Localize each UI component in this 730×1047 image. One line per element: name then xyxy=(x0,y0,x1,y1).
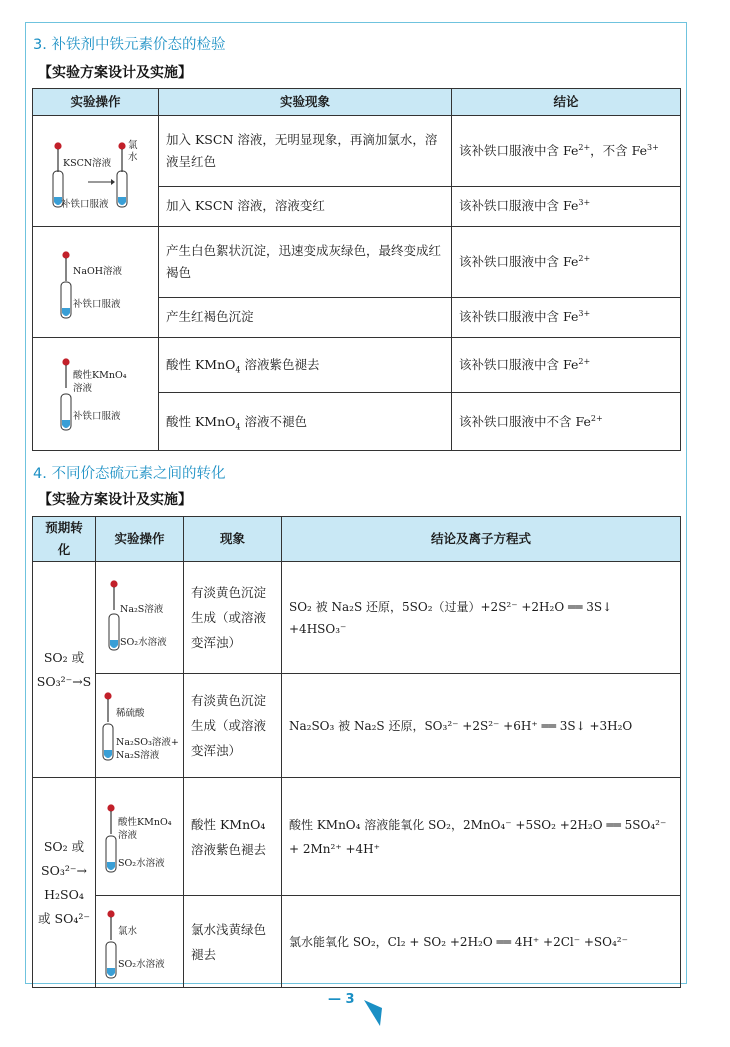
label-iron-liquid: 补铁口服液 xyxy=(61,199,109,210)
kmno4-so2-apparatus xyxy=(96,778,182,896)
kmno4-apparatus xyxy=(33,338,157,450)
label-so2-water-3: SO₂水溶液 xyxy=(118,959,165,970)
conc-row-1: 该补铁口服液中含 $Fe^{2+}$，不含 $Fe^{3+}$ xyxy=(452,116,681,187)
label-so2-water: SO₂水溶液 xyxy=(120,637,167,648)
section-4-subtitle: 【实验方案设计及实施】 xyxy=(38,492,192,508)
op-kmno4 xyxy=(33,338,159,451)
s-phen-1: 有淡黄色沉淀生成（或溶液变浑浊） xyxy=(184,562,282,674)
conc-row-6: 该补铁口服液中不含 $Fe^{2+}$ xyxy=(452,393,681,451)
s-conc-3: 酸性 KMnO₄ 溶液能氧化 SO₂，2MnO₄⁻ +5SO₂ +2H₂O ══ 5SO₄²⁻ + 2Mn²⁺ +4H⁺ xyxy=(282,778,681,896)
op-h2so4 xyxy=(96,674,184,778)
s-phen-4: 氯水浅黄绿色褪去 xyxy=(184,896,282,988)
label-dilute-h2so4: 稀硫酸 xyxy=(116,708,145,719)
phen-row-3: 产生白色絮状沉淀，迅速变成灰绿色，最终变成红褐色 xyxy=(159,227,452,298)
conc-row-4: 该补铁口服液中含 $Fe^{3+}$ xyxy=(452,297,681,337)
label-na2s-2: Na₂S溶液 xyxy=(116,750,160,761)
page-number: — 3 xyxy=(328,992,355,1007)
section-3-title: 3. 补铁剂中铁元素价态的检验 xyxy=(33,37,226,53)
op-kscn xyxy=(33,116,159,227)
header-phen: 实验现象 xyxy=(159,89,452,116)
label-naoh: NaOH溶液 xyxy=(73,266,123,277)
header-op: 实验操作 xyxy=(33,89,159,116)
conc-row-5: 该补铁口服液中含 $Fe^{2+}$ xyxy=(452,338,681,393)
phen-row-1: 加入 KSCN 溶液，无明显现象，再滴加氯水，溶液呈红色 xyxy=(159,116,452,187)
expected-to-h2so4: SO₂ 或 SO₃²⁻→ H₂SO₄ 或 SO₄²⁻ xyxy=(33,778,96,988)
s-phen-3: 酸性 KMnO₄ 溶液紫色褪去 xyxy=(184,778,282,896)
phen-row-5: 酸性 KMnO$_4$ 溶液紫色褪去 xyxy=(159,338,452,393)
label-iron-liquid-2: 补铁口服液 xyxy=(73,299,121,310)
expected-to-s: SO₂ 或 SO₃²⁻→S xyxy=(33,562,96,778)
s-header-phen: 现象 xyxy=(184,517,282,562)
label-na2s: Na₂S溶液 xyxy=(120,604,164,615)
s-header-expected: 预期转化 xyxy=(33,517,96,562)
phen-row-2: 加入 KSCN 溶液，溶液变红 xyxy=(159,186,452,226)
label-na2so3: Na₂SO₃溶液+ xyxy=(116,737,179,748)
s-conc-4: 氯水能氧化 SO₂，Cl₂ + SO₂ +2H₂O ══ 4H⁺ +2Cl⁻ +SO₄²⁻ xyxy=(282,896,681,988)
page-corner-icon xyxy=(364,1000,384,1026)
op-naoh xyxy=(33,227,159,338)
s-conc-2: Na₂SO₃ 被 Na₂S 还原，SO₃²⁻ +2S²⁻ +6H⁺ ══ 3S↓ +3H₂O xyxy=(282,674,681,778)
label-kmno4-s-solution: 溶液 xyxy=(118,830,138,841)
s-phen-2: 有淡黄色沉淀生成（或溶液变浑浊） xyxy=(184,674,282,778)
iron-valence-table xyxy=(32,88,681,451)
op-na2s xyxy=(96,562,184,674)
label-iron-liquid-3: 补铁口服液 xyxy=(73,411,121,422)
label-chlorine-water-2: 氯水 xyxy=(118,926,138,937)
sulfur-valence-table xyxy=(32,516,681,988)
conc-row-3: 该补铁口服液中含 $Fe^{2+}$ xyxy=(452,227,681,298)
label-so2-water-2: SO₂水溶液 xyxy=(118,858,165,869)
s-header-op: 实验操作 xyxy=(96,517,184,562)
label-kmno4: 酸性KMnO₄ xyxy=(73,370,127,381)
conc-row-2: 该补铁口服液中含 $Fe^{3+}$ xyxy=(452,186,681,226)
phen-row-4: 产生红褐色沉淀 xyxy=(159,297,452,337)
label-chlorine-water: 氯水 xyxy=(128,140,138,163)
op-kmno4-so2 xyxy=(96,778,184,896)
section-3-subtitle: 【实验方案设计及实施】 xyxy=(38,65,192,81)
phen-row-6: 酸性 KMnO$_4$ 溶液不褪色 xyxy=(159,393,452,451)
section-4-title: 4. 不同价态硫元素之间的转化 xyxy=(33,466,226,482)
op-chlorine xyxy=(96,896,184,988)
s-header-conc: 结论及离子方程式 xyxy=(282,517,681,562)
label-kscn: KSCN溶液 xyxy=(63,158,112,169)
s-conc-1: SO₂ 被 Na₂S 还原，5SO₂（过量）+2S²⁻ +2H₂O ══ 3S↓ +4HSO₃⁻ xyxy=(282,562,681,674)
label-kmno4-s: 酸性KMnO₄ xyxy=(118,817,172,828)
header-conc: 结论 xyxy=(452,89,681,116)
label-kmno4-solution: 溶液 xyxy=(73,383,93,394)
